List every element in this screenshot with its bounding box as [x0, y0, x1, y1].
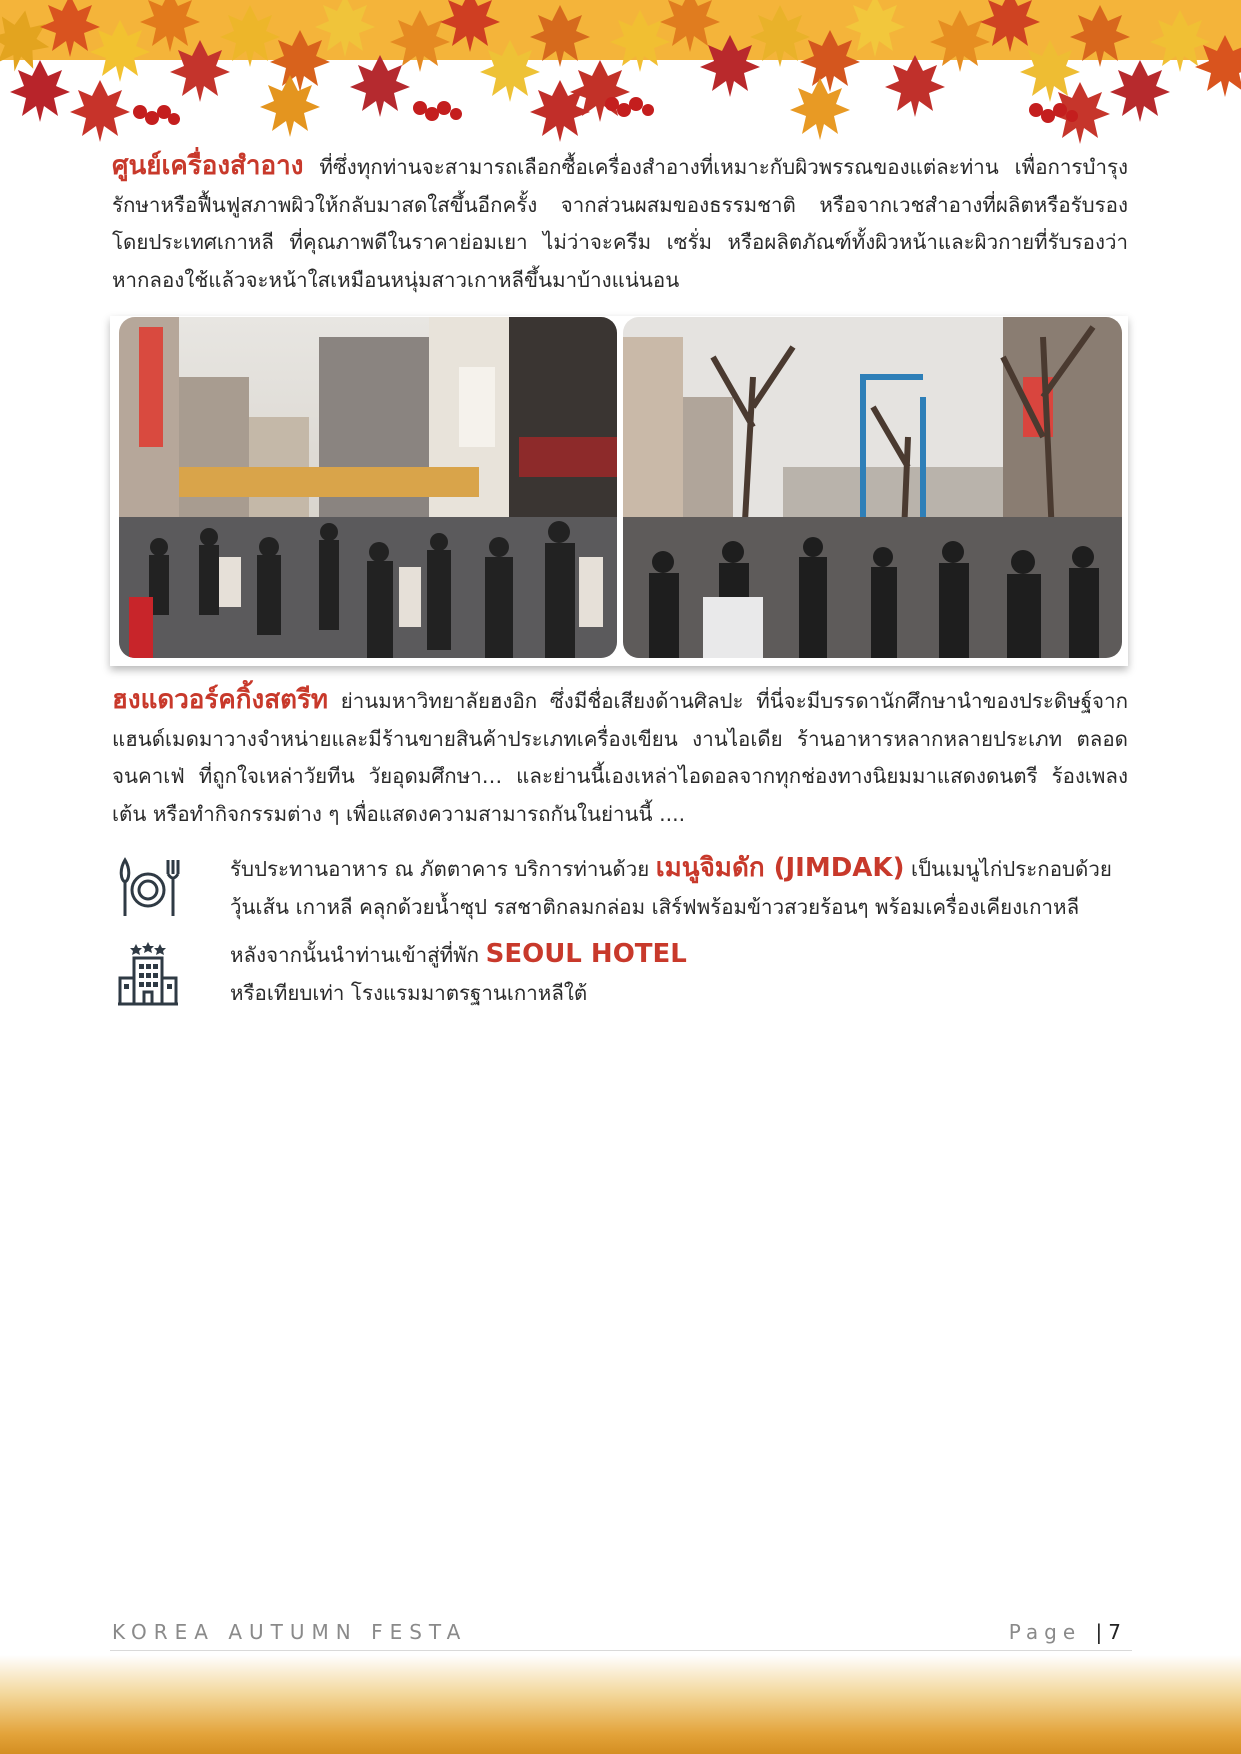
section-cosmetics	[112, 148, 1128, 299]
cosmetics-paragraph	[112, 148, 1128, 299]
meal-menu-name: เมนูจิมดัก (JIMDAK)	[655, 853, 905, 883]
hotel-description	[230, 936, 1128, 1012]
meal-text-after: เป็นเมนูไก่ประกอบด้วยวุ้นเส้น เกาหลี คลุกด้วยน้ำซุป รสชาติกลมกล่อม เสิร์ฟพร้อมข้าวสวยร้อนๆ พร้อมเครื่องเคียงเกาหลี	[230, 857, 1112, 919]
hotel-building-icon	[116, 940, 180, 1008]
meal-description	[230, 850, 1128, 926]
page-label: Page	[1008, 1620, 1082, 1644]
page-number: 7	[1108, 1620, 1121, 1644]
hotel-name: SEOUL HOTEL	[485, 939, 687, 969]
footer-divider	[110, 1650, 1132, 1651]
hotel-text-before: หลังจากนั้นนำท่านเข้าสู่ที่พัก	[230, 943, 486, 967]
hotel-item	[112, 936, 1128, 1016]
hotel-text-line2: หรือเทียบเท่า โรงแรมมาตรฐานเกาหลีใต้	[230, 980, 588, 1005]
meal-text-before: รับประทานอาหาร ณ ภัตตาคาร บริการท่านด้วย	[230, 857, 656, 881]
hongdae-text: ย่านมหาวิทยาลัยฮงอิก ซึ่งมีชื่อเสียงด้านศิลปะ ที่นี่จะมีบรรดานักศึกษานำของประดิษฐ์จากแฮนด์เมดมาวางจำหน่ายและมีร้านขายสินค้าประเภทเครื่องเขียน งานไอเดีย ร้านอาหารหลากหลายประเภท ตลอดจนคาเฟ่ ที่ถูกใจเหล่าวัยทีน วัยอุดมศึกษา… และย่านนี้เองเหล่าไอดอลจากทุกช่องทางนิยมมาแสดงดนตรี ร้องเพลง เต้น หรือทำกิจกรรมต่าง ๆ เพื่อแสดงความสามารถกันในย่านนี้ ....	[112, 689, 1128, 826]
footer-page	[1009, 1620, 1121, 1644]
bottom-gradient-band	[0, 1655, 1241, 1754]
hongdae-street-photo-left	[119, 317, 617, 658]
footer-brand: KOREA AUTUMN FESTA	[112, 1620, 468, 1644]
autumn-leaves-banner	[0, 0, 1241, 150]
hongdae-heading: ฮงแดวอร์คกิ้งสตรีท	[112, 685, 329, 715]
cosmetics-text: ที่ซึ่งทุกท่านจะสามารถเลือกซื้อเครื่องสำอางที่เหมาะกับผิวพรรณของแต่ละท่าน เพื่อการบำรุง รักษาหรือฟื้นฟูสภาพผิวให้กลับมาสดใสขึ้นอีกครั้ง จากส่วนผสมของธรรมชาติ หรือจากเวชสำอางที่ผลิตหรือรับรองโดยประเทศเกาหลี ที่คุณภาพดีในราคาย่อมเยา ไม่ว่าจะครีม เซรั่ม หรือผลิตภัณฑ์ทั้งผิวหน้าและผิวกายที่รับรองว่า หากลองใช้แล้วจะหน้าใสเหมือนหนุ่มสาวเกาหลีขึ้นมาบ้างแน่นอน	[112, 155, 1128, 292]
hongdae-paragraph	[112, 682, 1128, 833]
page-separator: |	[1095, 1620, 1103, 1644]
section-hongdae	[112, 682, 1128, 833]
meal-item	[112, 850, 1128, 930]
street-photos	[110, 316, 1128, 666]
hongdae-street-photo-right	[623, 317, 1122, 658]
cosmetics-heading: ศูนย์เครื่องสำอาง	[112, 151, 304, 181]
plate-fork-knife-icon	[116, 854, 180, 922]
